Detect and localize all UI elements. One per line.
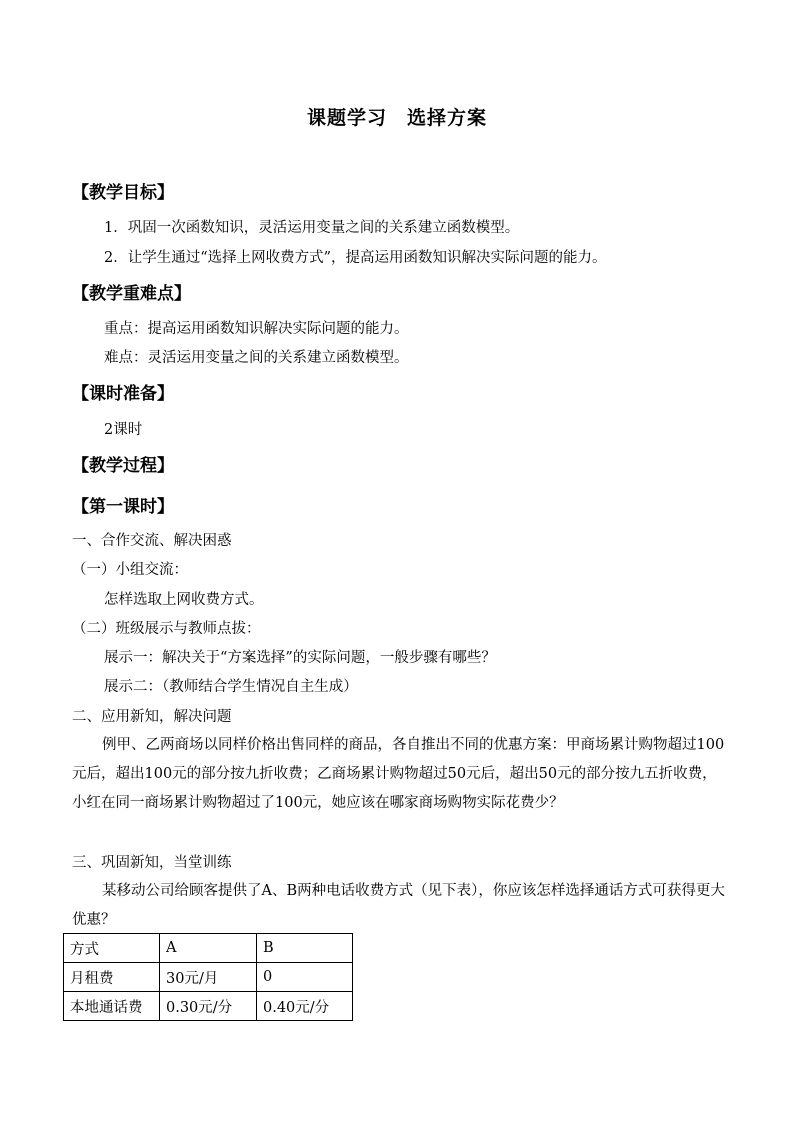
part1-sub1: （一）小组交流： — [72, 562, 188, 578]
heading-first-lesson: 【第一课时】 — [72, 497, 174, 517]
table-cell: 月租费 — [64, 963, 160, 992]
key-point-item-2: 难点：灵活运用变量之间的关系建立函数模型。 — [104, 350, 409, 366]
heading-key-points: 【教学重难点】 — [72, 284, 191, 304]
part1-title: 一、合作交流、解决困惑 — [72, 533, 232, 549]
table-cell: 方式 — [64, 934, 160, 963]
part1-sub1-text: 怎样选取上网收费方式。 — [104, 592, 264, 608]
part1-show1: 展示一：解决关于“方案选择”的实际问题，一般步骤有哪些？ — [104, 650, 496, 666]
part2-title: 二、应用新知，解决问题 — [72, 709, 232, 725]
table-row — [64, 963, 353, 992]
goal-item-1: 1．巩固一次函数知识，灵活运用变量之间的关系建立函数模型。 — [104, 220, 520, 236]
key-point-item-1: 重点：提高运用函数知识解决实际问题的能力。 — [104, 321, 409, 337]
heading-teaching-goals: 【教学目标】 — [72, 183, 174, 203]
table-cell: 0.40元/分 — [257, 992, 353, 1021]
part3-title: 三、巩固新知，当堂训练 — [72, 855, 232, 871]
table-cell: A — [160, 934, 257, 963]
part1-sub2: （二）班级展示与教师点拔： — [72, 621, 261, 637]
part2-example: 例甲、乙两商场以同样价格出售同样的商品，各自推出不同的优惠方案：甲商场累计购物超过100元后，超出100元的部分按九折收费；乙商场累计购物超过50元后，超出50元的部分按九五折收费，小红在同一商场累计购物超过了100元，她应该在哪家商场购物实际花费少？ — [72, 737, 725, 811]
page-title: 课题学习 选择方案 — [306, 107, 487, 129]
class-hours-text: 2课时 — [104, 422, 143, 438]
fee-table — [63, 933, 353, 1021]
goal-item-2: 2．让学生通过“选择上网收费方式”，提高运用函数知识解决实际问题的能力。 — [104, 250, 607, 266]
heading-class-prep: 【课时准备】 — [72, 384, 174, 404]
heading-teaching-process: 【教学过程】 — [72, 456, 174, 476]
part3-problem: 某移动公司给顾客提供了A、B两种电话收费方式（见下表），你应该怎样选择通话方式可获得更大优惠？ — [72, 883, 725, 928]
table-row — [64, 934, 353, 963]
table-cell: 0.30元/分 — [160, 992, 257, 1021]
table-cell: 30元/月 — [160, 963, 257, 992]
table-cell: B — [257, 934, 353, 963]
part1-show2: 展示二：（教师结合学生情况自主生成） — [104, 679, 358, 695]
table-cell: 本地通话费 — [64, 992, 160, 1021]
table-cell: 0 — [257, 963, 353, 992]
table-row — [64, 992, 353, 1021]
